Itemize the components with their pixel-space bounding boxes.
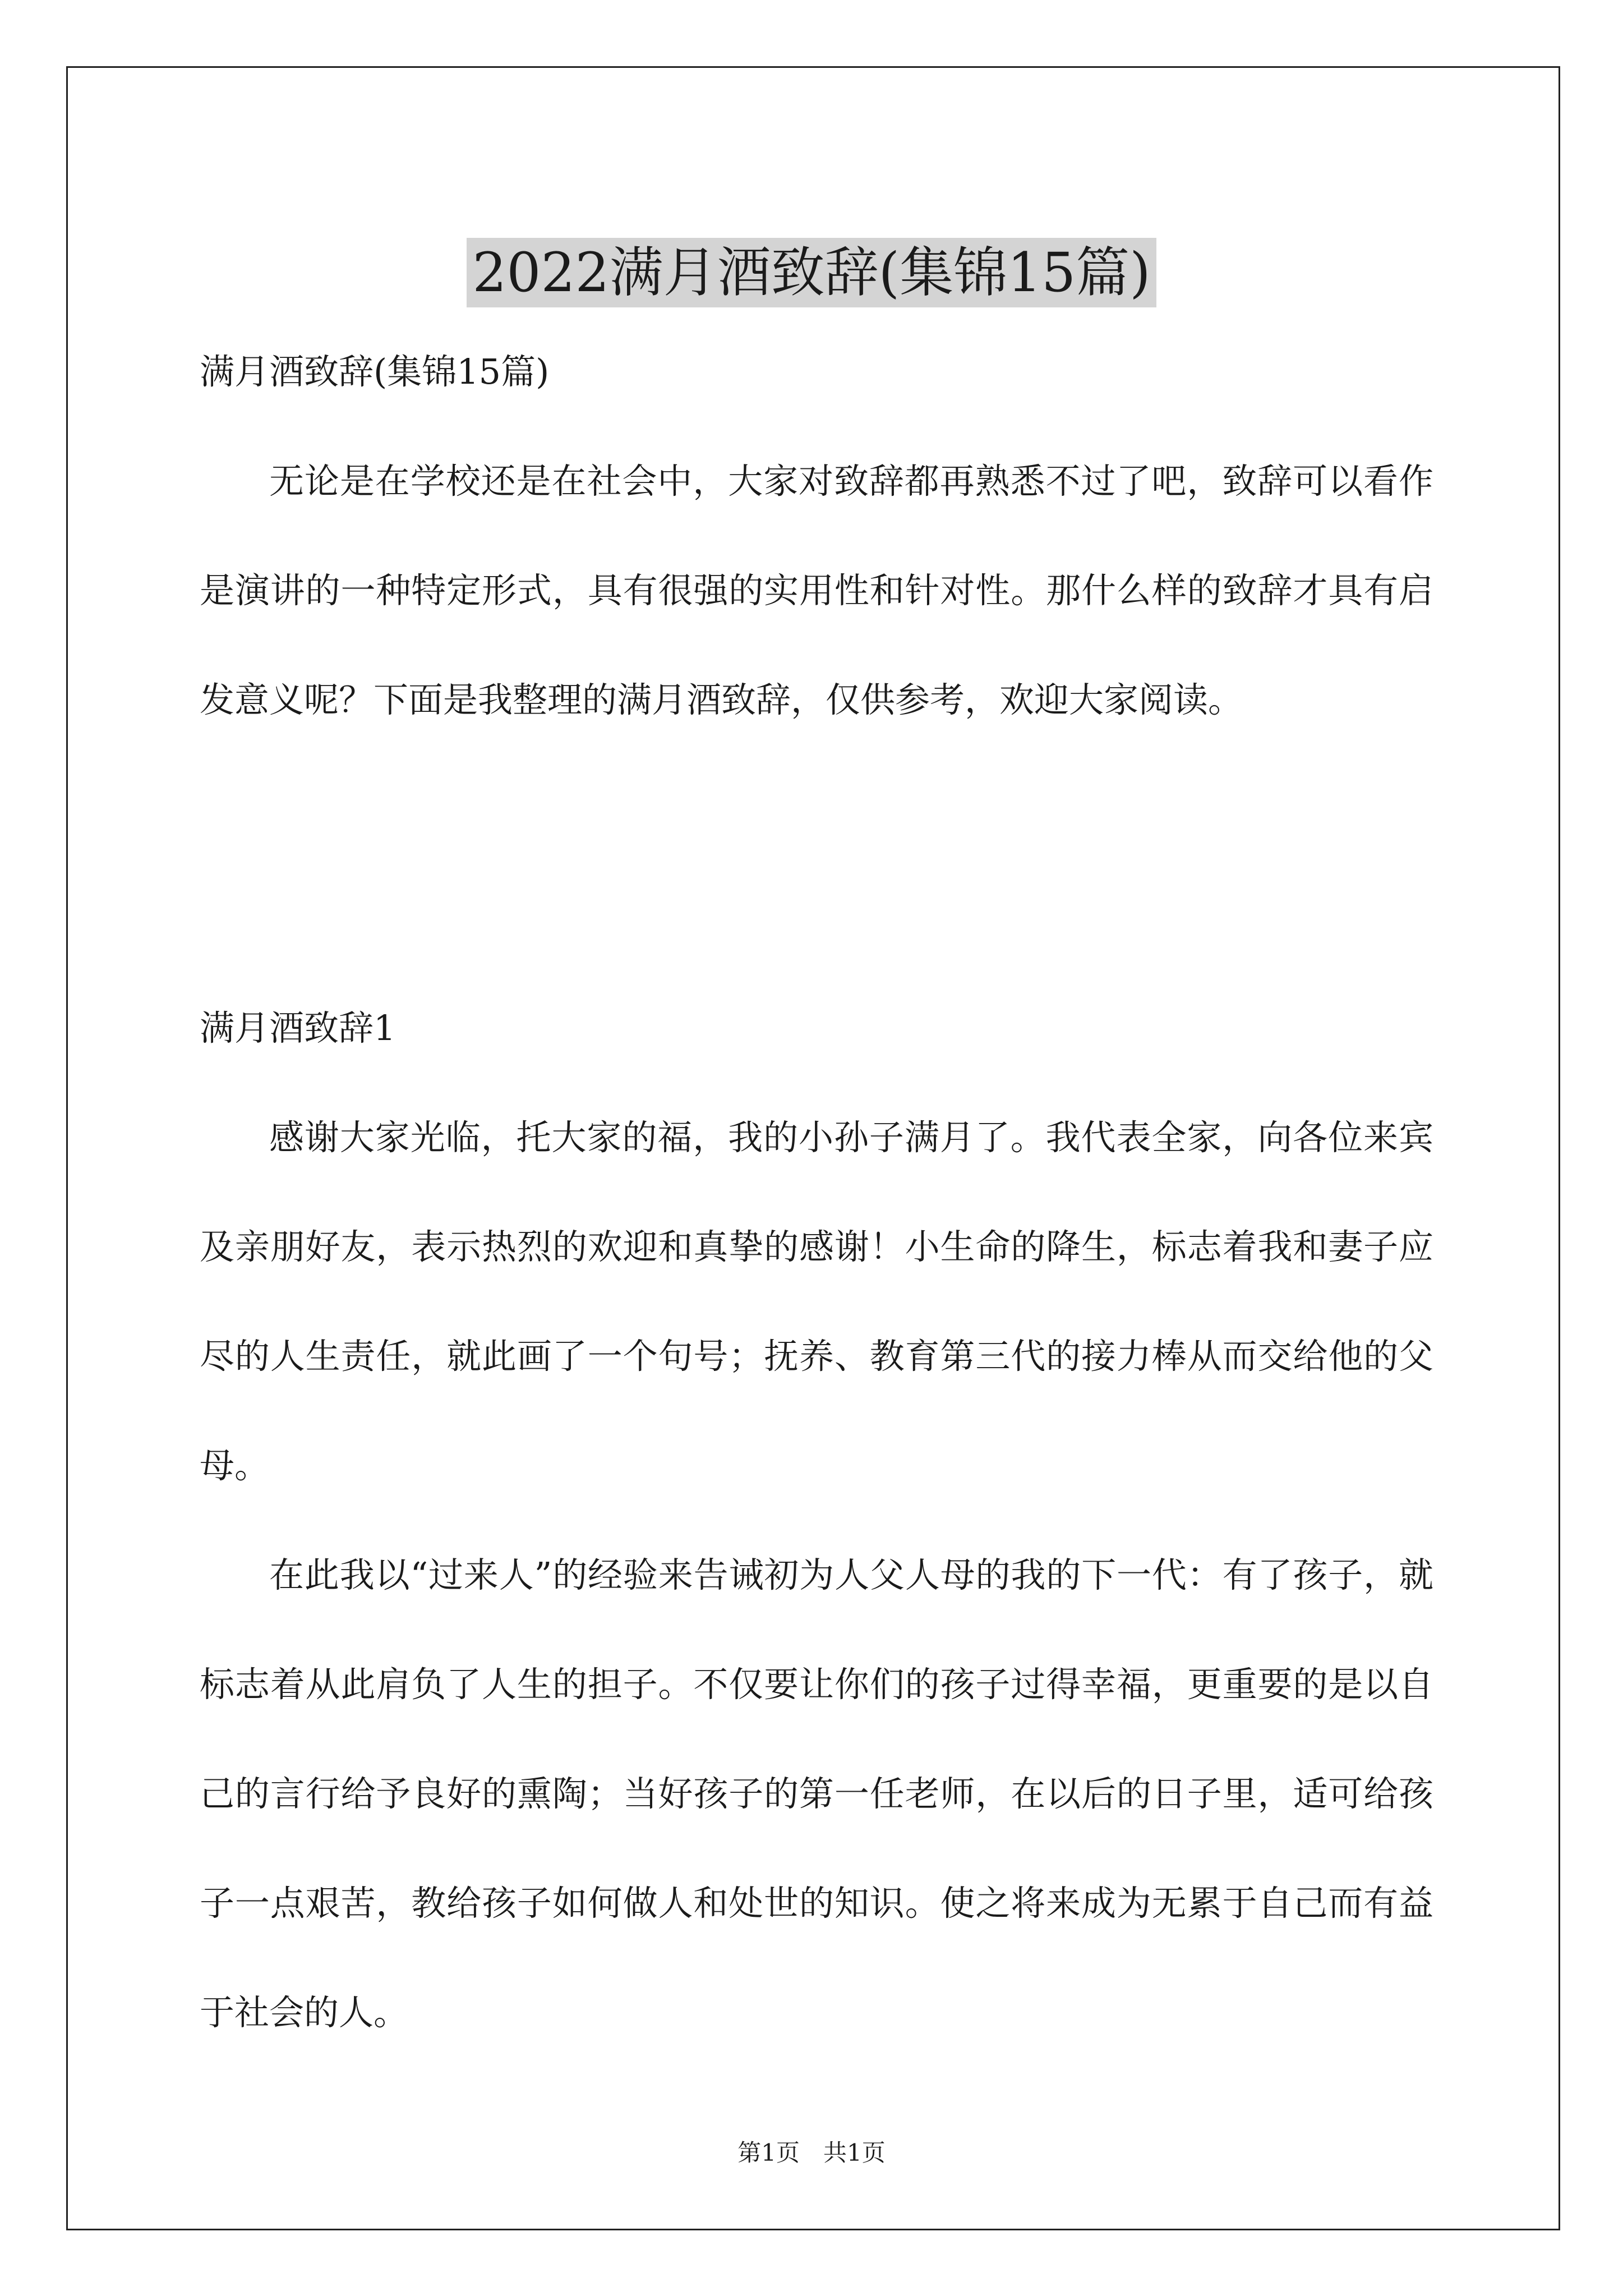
document-subtitle: 满月酒致辞(集锦15篇) xyxy=(200,351,550,392)
section1-heading-block xyxy=(200,973,1433,1083)
body-paragraph: 感谢大家光临，托大家的福，我的小孙子满月了。我代表全家，向各位来宾及亲朋好友，表示热烈的欢迎和真挚的感谢！小生命的降生，标志着我和妻子应尽的人生责任，就此画了一个句号；抚养、教育第三代的接力棒从而交给他的父母。 xyxy=(200,1117,1433,1486)
subtitle-block xyxy=(200,317,1433,426)
page-footer xyxy=(0,2136,1623,2170)
body-paragraph: 在此我以“过来人”的经验来告诫初为人父人母的我的下一代：有了孩子，就标志着从此肩负了人生的担子。不仅要让你们的孩子过得幸福，更重要的是以自己的言行给予良好的熏陶；当好孩子的第一任老师，在以后的日子里，适可给孩子一点艰苦，教给孩子如何做人和处世的知识。使之将来成为无累于自己而有益于社会的人。 xyxy=(200,1554,1433,2033)
page-total: 共1页 xyxy=(823,2139,886,2166)
intro-paragraph: 无论是在学校还是在社会中，大家对致辞都再熟悉不过了吧，致辞可以看作是演讲的一种特定形式，具有很强的实用性和针对性。那什么样的致辞才具有启发意义呢？下面是我整理的满月酒致辞，仅供参考，欢迎大家阅读。 xyxy=(200,461,1433,720)
document-title xyxy=(0,233,1623,312)
section-heading: 满月酒致辞1 xyxy=(200,1007,396,1048)
intro-block xyxy=(200,426,1433,754)
section1-body xyxy=(200,1083,1433,2067)
title-text: 2022满月酒致辞(集锦15篇) xyxy=(467,238,1156,307)
page-number: 第1页 xyxy=(737,2139,800,2166)
